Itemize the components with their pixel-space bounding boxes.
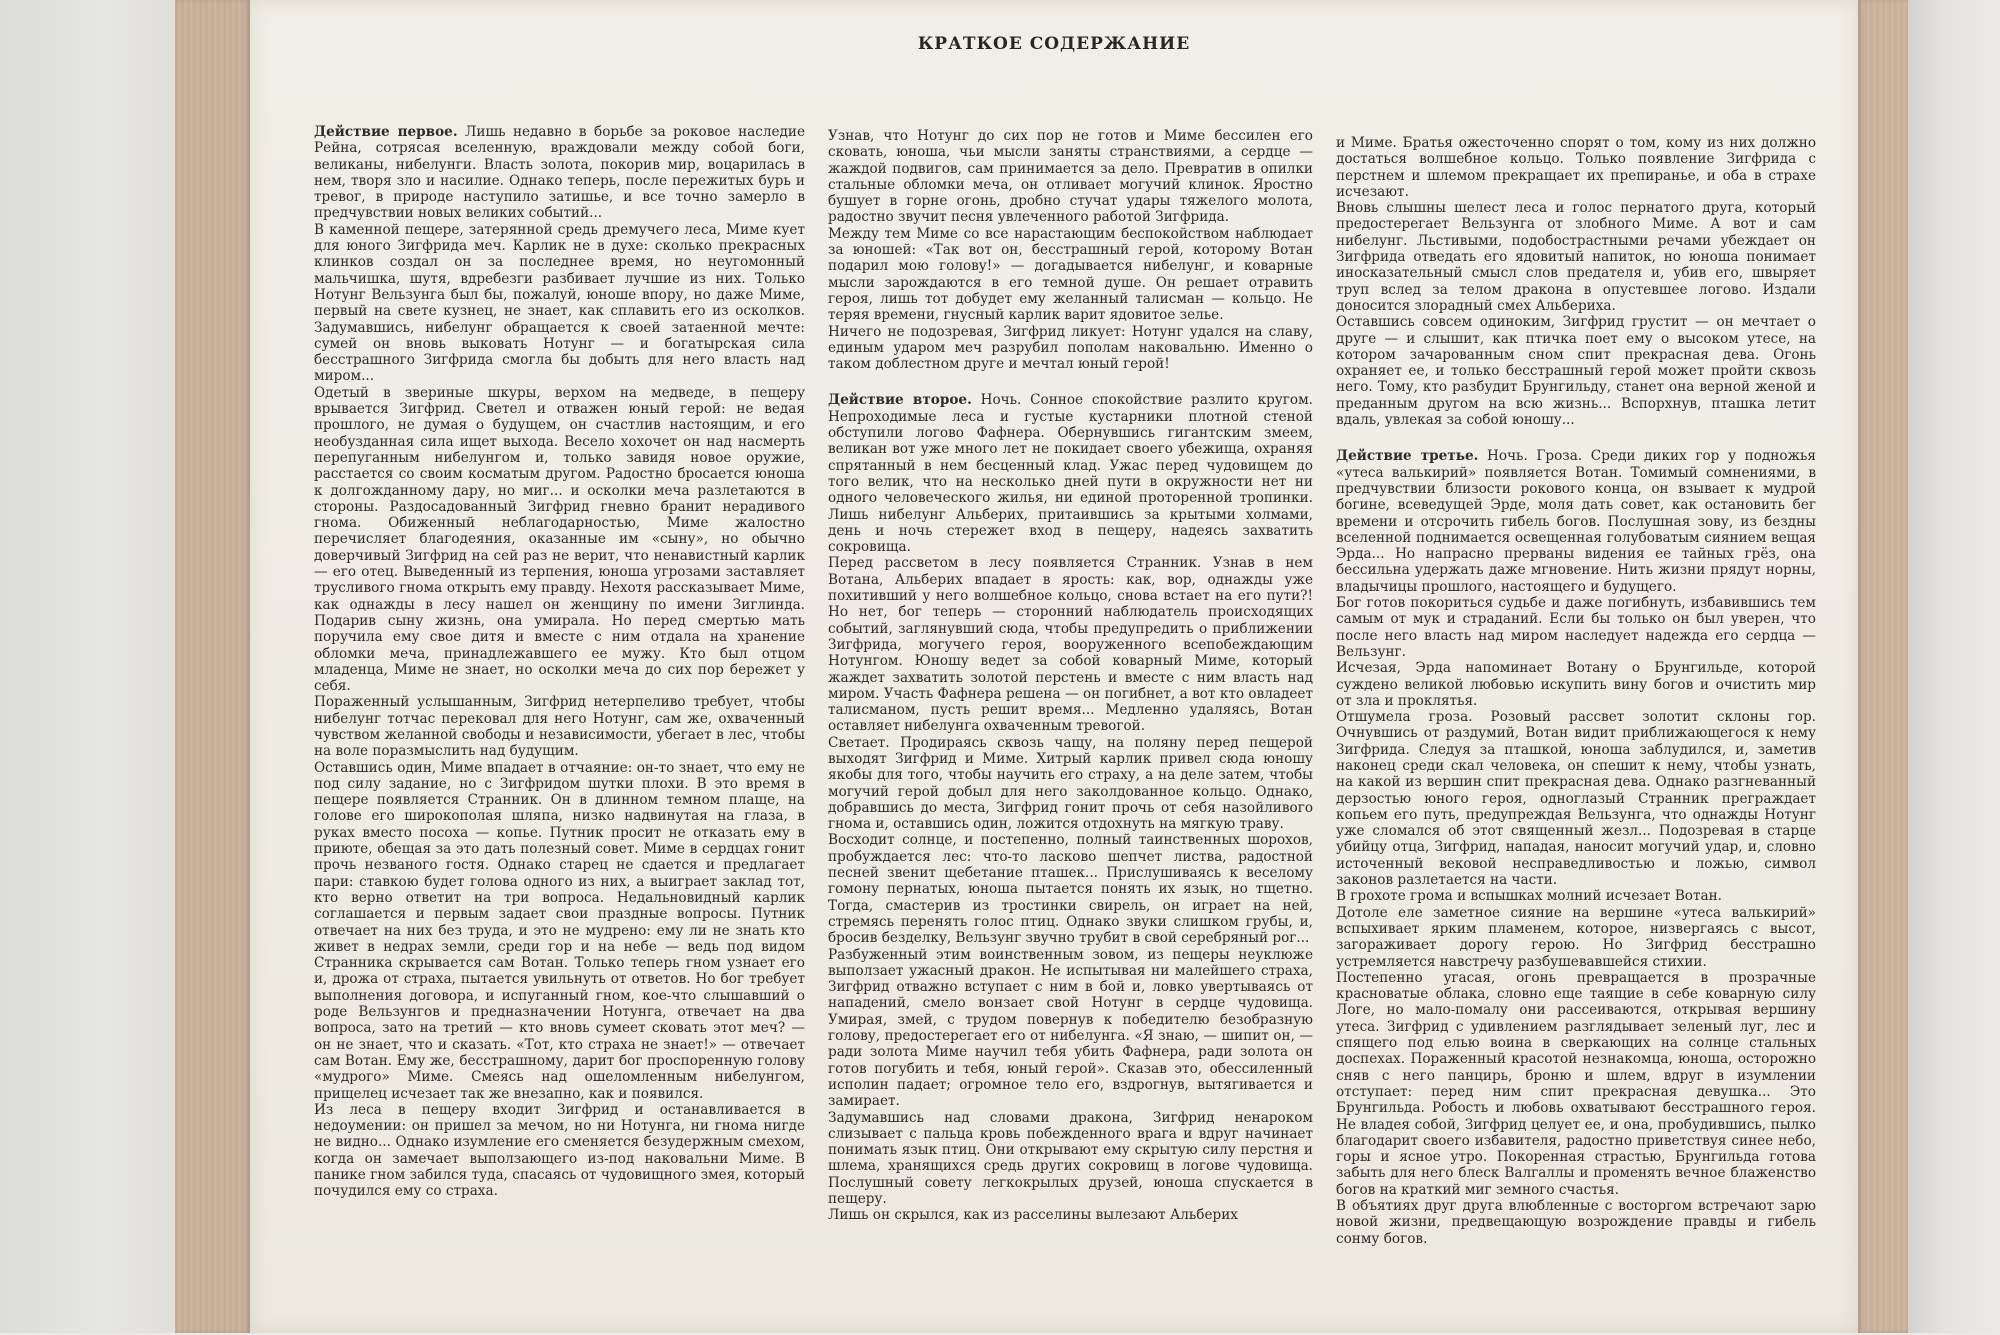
paragraph: В грохоте грома и вспышках молний исчезает Вотан.	[1336, 888, 1723, 905]
paragraph: Исчезая, Эрда напоминает Вотану о Брунгильде, которой суждено великой любовью искупить вину богов и очистить мир от зла и проклятья.	[1336, 660, 1816, 709]
paragraph: Оставшись совсем одиноким, Зигфрид грустит — он мечтает о друге — и слышит, как птичка поет ему о высоком утесе, на котором зачарованным сном спит прекрасная дева. Огонь охраняет ее, и только бесстрашный герой может пройти сквозь него. Тому, кто разбудит Брунгильду, станет она верной женой и преданным другом на всю жизнь... Вспорхнув, пташка летит вдаль, увлекая за собой юношу...	[1336, 314, 1816, 429]
paragraph: Перед рассветом в лесу появляется Странник. Узнав в нем Вотана, Альберих впадает в ярость: как, вор, однажды уже похитивший у него волшебное кольцо, снова встает на его пути?! Но нет, бог теперь — сторонний наблюдатель происходящих событий, заглянувший сюда, чтобы предупредить о приближении Зигфрида, могучего героя, вооруженного всепобеждающим Нотунгом. Юношу ведет за собой коварный Миме, который жаждет захватить золотой перстень и вместе с ним власть над миром. Участь Фафнера решена — он погибнет, а вот кто овладеет талисманом, пусть решит время... Медленно удаляясь, Вотан оставляет нибелунга охваченным тревогой.	[828, 555, 1313, 735]
paragraph: Пораженный услышанным, Зигфрид нетерпеливо требует, чтобы нибелунг тотчас перековал для него Нотунг, сам же, охваченный чувством желанной свободы и независимости, убегает в лес, чтобы на воле поразмыслить над будущим.	[314, 694, 805, 760]
paragraph: Разбуженный этим воинственным зовом, из пещеры неуклюже выползает ужасный дракон. Не испытывая ни малейшего страха, Зигфрид отважно вступает с ним в бой и, ловко увертываясь от нападений, смело вонзает свой Нотунг в сердце чудовища. Умирая, змей, с трудом повернув к победителю безобразную голову, предостерегает его от нибелунга. «Я знаю, — шипит он, — ради золота Миме научил тебя убить Фафнера, ради золота он готов погубить и тебя, юный герой». Сказав это, обессиленный исполин падает; огромное тело его, вздрогнув, вытягивается и замирает.	[828, 946, 1313, 1110]
act-title: Действие третье.	[1336, 448, 1479, 465]
paragraph: и Миме. Братья ожесточенно спорят о том, кому из них должно достаться волшебное кольцо. Только появление Зигфрида с перстнем и шлемом прекращает их препиранье, и оба в страхе исчезают.	[1336, 135, 1816, 200]
text-column-2	[828, 128, 1313, 1328]
paragraph: Светает. Продираясь сквозь чащу, на поляну перед пещерой выходят Зигфрид и Миме. Хитрый карлик привел сюда юношу якобы для того, чтобы научить его страху, а на деле затем, чтобы могучий герой добыл для него заколдованное кольцо. Однако, добравшись до места, Зигфрид гонит прочь от себя назойливого гнома и, оставшись один, ложится отдохнуть на мягкую траву.	[828, 734, 1313, 833]
paragraph: Вновь слышны шелест леса и голос пернатого друга, который предостерегает Вельзунга от злобного Миме. А вот и сам нибелунг. Льстивыми, подобострастными речами убеждает он Зигфрида отведать его ядовитый напиток, но юноша понимает иносказательный смысл слов предателя и, убив его, швыряет труп вслед за телом дракона в опустевшее логово. Издали доносится злорадный смех Альбериха.	[1336, 200, 1816, 314]
paragraph-text: Ночь. Сонное спокойствие разлито кругом. Непроходимые леса и густые кустарники плотной стеной обступили логово Фафнера. Обернувшись гигантским змеем, великан вот уже много лет не покидает своего убежища, охраняя спрятанный в нем бесценный клад. Ужас перед чудовищем до того велик, что на несколько дней пути в окружности нет ни одного человеческого жилья, ни единой проторенной тропинки. Лишь нибелунг Альберих, притаившись за крытыми холмами, день и ночь стережет вход в пещеру, надеясь захватить сокровища.	[828, 392, 1313, 556]
record-sleeve-page	[250, 0, 1858, 1333]
act-title: Действие первое.	[314, 124, 458, 140]
paragraph: Одетый в звериные шкуры, верхом на медведе, в пещеру врывается Зигфрид. Светел и отважен юный герой: не ведая прошлого, не думая о будущем, он счастлив настоящим, и его необузданная сила ищет выхода. Весело хохочет он над насмерть перепуганным нибелунгом и, только завидя новое оружие, расстается со своим косматым другом. Радостно бросается юноша к долгожданному дару, но миг... и осколки меча разлетаются в стороны. Раздосадованный Зигфрид гневно бранит нерадивого гнома. Обиженный неблагодарностью, Миме жалостно перечисляет благодеяния, оказанные им «сыну», но обычно доверчивый Зигфрид на сей раз не верит, что ненавистный карлик — его отец. Выведенный из терпения, юноша угрозами заставляет трусливого гнома открыть ему правду. Нехотя рассказывает Миме, как однажды в лесу нашел он женщину по имени Зиглинда. Подарив сыну жизнь, она умирала. Но перед смертью мать поручила ему свое дитя и вместе с ним отдала на хранение обломки меча, принадлежавшего ее мужу. Кто был отцом младенца, Миме не знает, но осколки меча до сих пор бережет у себя.	[314, 384, 805, 695]
paragraph	[314, 124, 805, 222]
page-title: КРАТКОЕ СОДЕРЖАНИЕ	[917, 34, 1191, 54]
cardboard-edge-left	[175, 0, 250, 1333]
paragraph: Из леса в пещеру входит Зигфрид и останавливается в недоумении: он пришел за мечом, но ни Нотунга, ни гнома нигде не видно... Однако изумление его сменяется безудержным смехом, когда он замечает выползающего из-под наковальни Миме. В панике гном забился туда, спасаясь от чудовищного змея, который почудился ему со страха.	[314, 1101, 805, 1200]
paragraph	[828, 392, 1313, 555]
text-column-3	[1336, 135, 1816, 1335]
cardboard-edge-right	[1858, 0, 1908, 1333]
paragraph: Лишь он скрылся, как из расселины вылезают Альберих	[828, 1207, 1238, 1224]
paragraph: Оставшись один, Миме впадает в отчаяние: он-то знает, что ему не под силу задание, но с Зигфридом шутки плохи. В это время в пещере появляется Странник. Он в длинном темном плаще, на голове его широкополая шляпа, низко надвинутая на глаза, в руках вместо посоха — копье. Путник просит не отказать ему в приюте, обещая за это дать полезный совет. Миме в сердцах гонит прочь незваного гостя. Однако старец не сдается и предлагает пари: ставкою будет голова одного из них, а выиграет заклад тот, кто верно ответит на три вопроса. Недальновидный карлик соглашается и первым задает свои праздные вопросы. Путник отвечает на них без труда, и это не мудрено: ему ли не знать кто живет в недрах земли, среди гор и на небе — ведь под видом Странника скрывается сам Вотан. Только теперь гном узнает его и, дрожа от страха, пытается увильнуть от ответов. Но бог требует выполнения договора, и испуганный гном, кое-что слышавший о роде Вельзунгов и предназначении Нотунга, отвечает на два вопроса, зато на третий — кто вновь сумеет сковать этот меч? — он не знает, что и сказать. «Тот, кто страха не знает!» — отвечает сам Вотан. Ему же, бесстрашному, дарит бог проспоренную голову «мудрого» Миме. Смеясь над ошеломленным нибелунгом, прищелец исчезает так же внезапно, как и появился.	[314, 759, 805, 1102]
paragraph	[1336, 448, 1816, 595]
background-wall-right	[1908, 0, 2000, 1333]
paragraph: В каменной пещере, затерянной средь дремучего леса, Миме кует для юного Зигфрида меч. Карлик не в духе: сколько прекрасных клинков создал он за последнее время, но неугомонный мальчишка, шутя, вдребезги разбивает лучшие из них. Только Нотунг Вельзунга был бы, пожалуй, юноше впору, но даже Миме, первый на свете кузнец, не знает, как сплавить его из осколков. Задумавшись, нибелунг обращается к своей затаенной мечте: сумей он вновь выковать Нотунг — и богатырская сила бесстрашного Зигфрида смогла бы добыть для него власть над миром...	[314, 221, 805, 385]
paragraph: Узнав, что Нотунг до сих пор не готов и Миме бессилен его сковать, юноша, чьи мысли заняты странствиями, а сердце — жаждой подвигов, сам принимается за дело. Превратив в опилки стальные обломки меча, он отливает могучий клинок. Яростно бушует в горне огонь, дробно стучат удары тяжелого молота, радостно звучит песня увлеченного работой Зигфрида.	[828, 128, 1313, 226]
background-wall-left	[0, 0, 175, 1333]
paragraph: Ничего не подозревая, Зигфрид ликует: Нотунг удался на славу, единым ударом меч разрубил пополам наковальню. Именно о таком доблестном друге и мечтал юный герой!	[828, 323, 1313, 373]
paragraph-text: Лишь недавно в борьбе за роковое наследие Рейна, сотрясая вселенную, враждовали между собой боги, великаны, нибелунги. Власть золота, покорив мир, воцарилась в нем, творя зло и насилие. Однако теперь, после пережитых бурь и тревог, в природе наступило затишье, и все точно замерло в предчувствии новых великих событий...	[314, 124, 805, 222]
paragraph-text: Ночь. Гроза. Среди диких гор у подножья «утеса валькирий» появляется Вотан. Томимый сомнениями, в предчувствии близости рокового конца, он взывает к мудрой богине, всеведущей Эрде, моля дать совет, как остановить бег времени и отсрочить гибель богов. Послушная зову, из бездны вселенной поднимается освещенная голубоватым сиянием вещая Эрда... Но напрасно прерваны видения ее тайных грёз, она бессильна удержать даже мгновение. Нить жизни прядут норны, владычицы прошлого, настоящего и будущего.	[1336, 448, 1816, 595]
paragraph: Бог готов покориться судьбе и даже погибнуть, избавившись тем самым от мук и страданий. Если бы только он был уверен, что после него власть над миром наследует надежда его сердца — Вельзунг.	[1336, 595, 1816, 660]
paragraph: Задумавшись над словами дракона, Зигфрид ненароком слизывает с пальца кровь побежденного врага и вдруг начинает понимать язык птиц. Они открывают ему скрытую силу перстня и шлема, хранящихся средь других сокровищ в логове чудовища. Послушный совету легкокрылых друзей, юноша спускается в пещеру.	[828, 1109, 1313, 1207]
paragraph: Восходит солнце, и постепенно, полный таинственных шорохов, пробуждается лес: что-то ласково шепчет листва, радостной песней звенит щебетание пташек... Прислушиваясь к веселому гомону пернатых, юноша пытается понять их язык, но тщетно. Тогда, смастерив из тростинки свирель, он играет на ней, стремясь перенять голос птиц. Однако звуки слишком грубы, и, бросив безделку, Вельзунг звучно трубит в свой серебряный рог...	[828, 832, 1313, 947]
paragraph: Отшумела гроза. Розовый рассвет золотит склоны гор. Очнувшись от раздумий, Вотан видит приближающегося к нему Зигфрида. Следуя за пташкой, юноша заблудился, и, заметив наконец среди скал человека, он спешит к нему, чтобы узнать, на какой из вершин спит прекрасная дева. Однако разгневанный дерзостью юного героя, одноглазый Странник преграждает копьем его путь, предупреждая Вельзунга, что однажды Нотунг уже сломался об этот священный жезл... Подозревая в старце убийцу отца, Зигфрид, нападая, наносит могучий удар, и, словно источенный вековой несправедливостью и ложью, символ законов разлетается на части.	[1336, 709, 1816, 889]
act-title: Действие второе.	[828, 392, 972, 409]
paragraph: Постепенно угасая, огонь превращается в прозрачные красноватые облака, словно еще таящие в себе коварную силу Логе, но мало-помалу они рассеиваются, открывая вершину утеса. Зигфрид с удивлением разглядывает зеленый луг, лес и спящего под елью воина в сверкающих на солнце стальных доспехах. Пораженный красотой незнакомца, юноша, осторожно сняв с него панцирь, броню и шлем, вдруг в изумлении отступает: перед ним спит прекрасная девушка... Это Брунгильда. Робость и любовь охватывают бесстрашного героя. Не владея собой, Зигфрид целует ее, и она, пробудившись, пылко благодарит своего избавителя, радостно приветствуя синее небо, горы и ясное утро. Покоренная страстью, Брунгильда готова забыть для него блеск Валгаллы и променять вечное блаженство богов на краткий миг земного счастья.	[1336, 969, 1816, 1198]
text-column-1	[314, 124, 805, 1324]
paragraph: Дотоле еле заметное сияние на вершине «утеса валькирий» вспыхивает ярким пламенем, которое, низвергаясь с высот, загораживает дорогу герою. Но Зигфрид бесстрашно устремляется навстречу разбушевавшейся стихии.	[1336, 904, 1816, 970]
paragraph: Между тем Миме со все нарастающим беспокойством наблюдает за юношей: «Так вот он, бесстрашный герой, которому Вотан подарил мою голову!» — догадывается нибелунг, и коварные мысли зарождаются в его темной душе. Он решает отравить героя, лишь тот добудет ему желанный талисман — кольцо. Не теряя времени, гнусный карлик варит ядовитое зелье.	[828, 225, 1313, 324]
paragraph: В объятиях друг друга влюбленные с восторгом встречают зарю новой жизни, предвещающую возрождение правды и гибель сонму богов.	[1336, 1198, 1816, 1247]
